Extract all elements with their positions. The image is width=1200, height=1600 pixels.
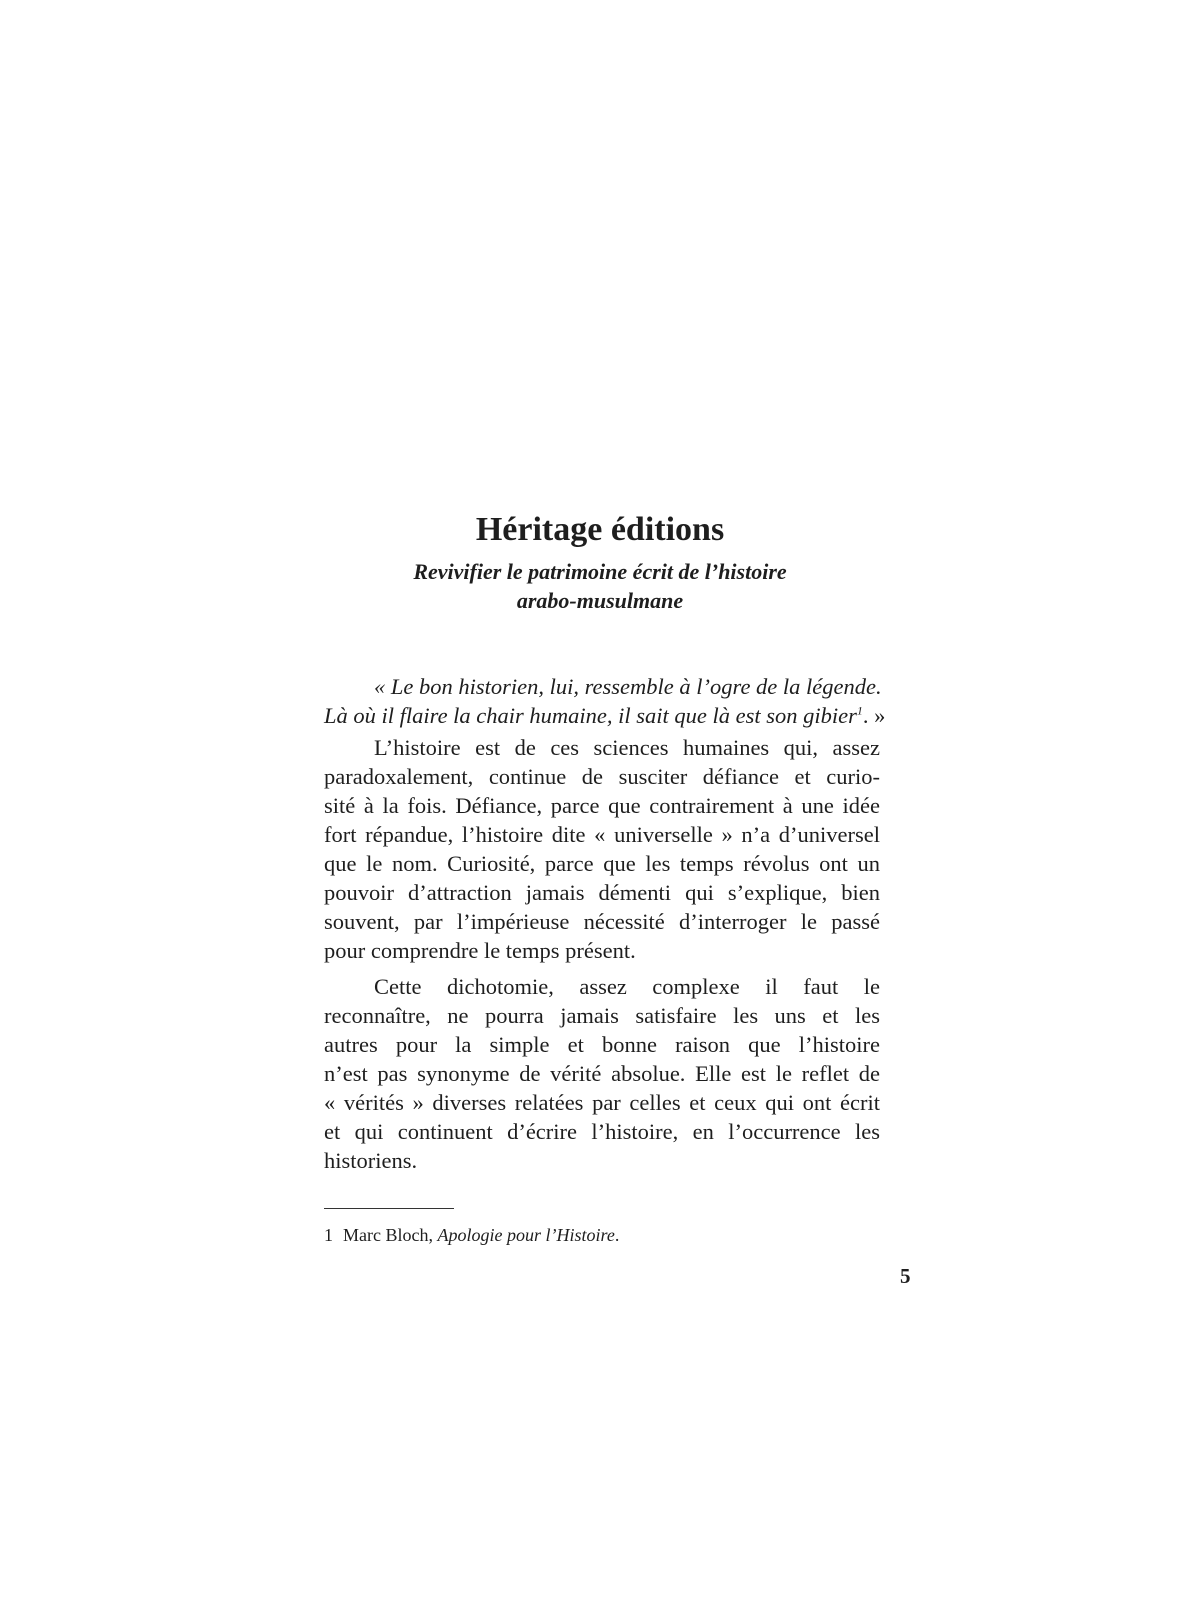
subtitle-line: arabo-musulmane (516, 588, 684, 613)
paragraph-line: et qui continuent d’écrire l’histoire, en l’occurrence les (324, 1119, 880, 1144)
paragraph-line: autres pour la simple et bonne raison que l’histoire (324, 1032, 880, 1057)
paragraph-line: souvent, par l’impérieuse nécessité d’interroger le passé (324, 909, 880, 934)
footnote-end: . (614, 1225, 620, 1245)
paragraph-line: sité à la fois. Défiance, parce que contrairement à une idée (324, 793, 880, 818)
page-number: 5 (900, 1264, 911, 1288)
subtitle-line: Revivifier le patrimoine écrit de l’histoire (413, 559, 787, 584)
paragraph-line: Cette dichotomie, assez complexe il faut le (374, 974, 880, 999)
paragraph-line: reconnaître, ne pourra jamais satisfaire les uns et les (324, 1003, 880, 1028)
footnote-number: 1 (324, 1225, 333, 1245)
paragraph-line: que le nom. Curiosité, parce que les temps révolus ont un (324, 851, 880, 876)
footnote-reference: 1 (856, 703, 863, 718)
paragraph-line: historiens. (324, 1148, 418, 1173)
paragraph-line: L’histoire est de ces sciences humaines qui, assez (374, 735, 880, 760)
paragraph-line: pouvoir d’attraction jamais démenti qui s’explique, bien (324, 880, 880, 905)
paragraph-2 (324, 972, 880, 1175)
paragraph-line: paradoxalement, continue de susciter défiance et curio- (324, 764, 880, 789)
paragraph-line: fort répandue, l’histoire dite « universelle » n’a d’universel (324, 822, 880, 847)
paragraph-line: « vérités » diverses relatées par celles et ceux qui ont écrit (324, 1090, 880, 1115)
epigraph-closing: . » (862, 703, 886, 728)
footnote-divider (324, 1208, 454, 1209)
footnote (324, 1223, 619, 1247)
paragraph-line: n’est pas synonyme de vérité absolue. Elle est le reflet de (324, 1061, 880, 1086)
paragraph-1 (324, 733, 880, 965)
page-title: Héritage éditions (475, 511, 725, 548)
footnote-work-title: Apologie pour l’Histoire (437, 1225, 615, 1245)
footnote-author: Marc Bloch, (343, 1225, 433, 1245)
page-subtitle (320, 557, 880, 615)
epigraph-line: « Le bon historien, lui, ressemble à l’ogre de la légende. (374, 674, 882, 699)
paragraph-line: pour comprendre le temps présent. (324, 938, 636, 963)
epigraph-line-text: Là où il flaire la chair humaine, il sait que là est son gibier (324, 703, 857, 728)
epigraph-line (324, 701, 886, 730)
epigraph-quote (324, 672, 886, 730)
